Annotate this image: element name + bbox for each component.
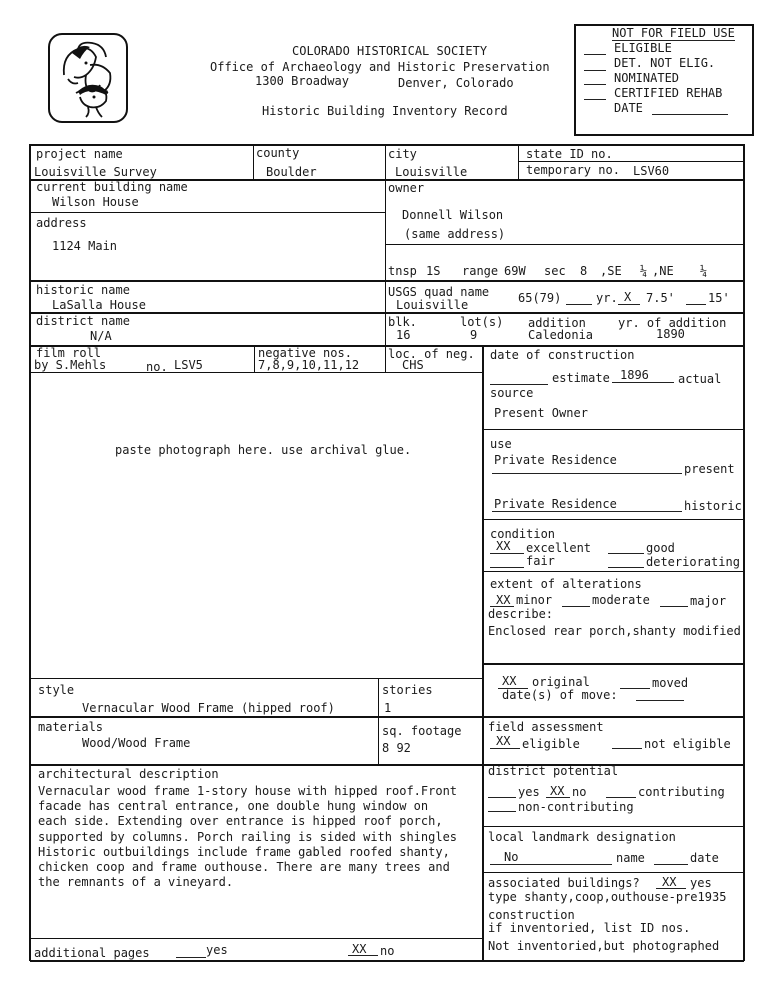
landmark-label: local landmark designation xyxy=(488,830,676,844)
office-use-date: DATE xyxy=(614,101,643,115)
addition-label: addition xyxy=(528,316,586,330)
field-not-eligible: not eligible xyxy=(644,737,731,751)
field-eligible: eligible xyxy=(522,737,580,751)
film-roll-no-label: no. xyxy=(146,360,168,374)
sec-label: sec xyxy=(544,264,566,278)
county-value: Boulder xyxy=(266,165,317,179)
landmark-name-label: name xyxy=(616,851,645,865)
quarter-1-fraction: ¼ xyxy=(640,264,648,278)
photograph-area xyxy=(31,373,481,677)
negative-nos-value: 7,8,9,10,11,12 xyxy=(258,358,360,372)
alterations-moderate: moderate xyxy=(592,593,650,607)
materials-label: materials xyxy=(38,720,104,734)
condition-good: good xyxy=(646,541,675,555)
sec-value: 8 xyxy=(580,264,588,278)
landmark-value: No xyxy=(504,850,519,864)
film-roll-label: film roll xyxy=(36,346,102,360)
style-label: style xyxy=(38,683,75,697)
arch-description-line: the remnants of a vineyard. xyxy=(38,875,234,889)
alterations-mark: XX xyxy=(496,593,511,607)
lot-value: 9 xyxy=(470,328,478,342)
move-dates-label: date(s) of move: xyxy=(502,688,618,702)
arch-description-line: supported by columns. Porch railing is sided with shingles xyxy=(38,830,458,844)
usgs-value: Louisville xyxy=(396,298,469,312)
owner-address: (same address) xyxy=(404,227,506,241)
building-name-label: current building name xyxy=(36,180,188,194)
condition-mark: XX xyxy=(496,539,511,553)
district-no: no xyxy=(572,785,587,799)
district-yes: yes xyxy=(518,785,540,799)
associated-inventory-label: if inventoried, list ID nos. xyxy=(488,921,691,935)
address-value: 1124 Main xyxy=(52,239,118,253)
office-use-det-not-elig: DET. NOT ELIG. xyxy=(614,56,716,70)
society-logo xyxy=(48,33,128,123)
moved-original-mark: XX xyxy=(502,674,517,688)
form-title: Historic Building Inventory Record xyxy=(262,104,508,118)
source-value: Present Owner xyxy=(494,406,588,420)
temporary-no-value: LSV60 xyxy=(633,164,670,178)
additional-pages-no: no xyxy=(380,944,395,958)
additional-pages-label: additional pages xyxy=(34,946,150,960)
usgs-year: 65(79) xyxy=(518,291,562,305)
actual-label: actual xyxy=(678,372,722,386)
range-label: range xyxy=(462,264,499,278)
loc-of-neg-value: CHS xyxy=(402,358,424,372)
loc-of-neg-label: loc. of neg. xyxy=(388,347,475,361)
condition-fair: fair xyxy=(526,554,555,568)
arch-description-line: each side. Extending over entrance is hipped roof porch, xyxy=(38,814,443,828)
project-name-label: project name xyxy=(36,147,123,161)
blk-label: blk. xyxy=(388,315,417,329)
condition-excellent: excellent xyxy=(526,541,592,555)
associated-type: type shanty,coop,outhouse-pre1935 xyxy=(488,890,727,904)
condition-deteriorating: deteriorating xyxy=(646,555,740,569)
materials-value: Wood/Wood Frame xyxy=(82,736,191,750)
usgs-yr-label: yr. xyxy=(596,291,618,305)
owner-name: Donnell Wilson xyxy=(402,208,504,222)
range-value: 69W xyxy=(504,264,526,278)
owner-label: owner xyxy=(388,181,425,195)
use-present-value: Private Residence xyxy=(494,453,617,467)
arch-description-line: chicken coop and frame outhouse. There are many trees and xyxy=(38,860,450,874)
condition-label: condition xyxy=(490,527,556,541)
state-id-label: state ID no. xyxy=(526,147,613,161)
building-name-value: Wilson House xyxy=(52,195,139,209)
style-value: Vernacular Wood Frame (hipped roof) xyxy=(82,701,335,715)
estimate-label: estimate xyxy=(552,371,610,385)
use-historic-label: historic xyxy=(684,499,742,513)
usgs-label: USGS quad name xyxy=(388,285,490,299)
office-use-eligible: ELIGIBLE xyxy=(614,41,672,55)
county-label: county xyxy=(256,146,300,160)
addition-value: Caledonia xyxy=(528,328,594,342)
city-state: Denver, Colorado xyxy=(398,76,514,90)
moved-original-label: original xyxy=(532,675,590,689)
arch-description-label: architectural description xyxy=(38,767,219,781)
temporary-no-label: temporary no. xyxy=(526,163,620,177)
district-contributing: contributing xyxy=(638,785,725,799)
associated-mark: XX xyxy=(662,875,677,889)
associated-yes: yes xyxy=(690,876,712,890)
quarter-2-label: ,NE xyxy=(652,264,674,278)
pioneer-figures-icon xyxy=(50,35,126,121)
city-label: city xyxy=(388,147,417,161)
negative-nos-label: negative nos. xyxy=(258,346,352,360)
alterations-describe-label: describe: xyxy=(488,607,554,621)
address-label: address xyxy=(36,216,87,230)
arch-description-line: Historic outbuildings include frame gabled roofed shanty, xyxy=(38,845,450,859)
film-roll-no-value: LSV5 xyxy=(174,358,203,372)
office-use-certified-rehab: CERTIFIED REHAB xyxy=(614,86,723,100)
associated-label: associated buildings? xyxy=(488,876,640,890)
arch-description-line: Vernacular wood frame 1-story house with hipped roof.Front xyxy=(38,784,458,798)
alterations-description: Enclosed rear porch,shanty modified xyxy=(488,624,741,638)
historic-name-value: LaSalla House xyxy=(52,298,146,312)
city-value: Louisville xyxy=(395,165,468,179)
lot-label: lot(s) xyxy=(460,315,504,329)
stories-label: stories xyxy=(382,683,433,697)
use-historic-value: Private Residence xyxy=(494,497,617,511)
district-name-label: district name xyxy=(36,314,130,328)
landmark-date-label: date xyxy=(690,851,719,865)
usgs-scale-7-5: 7.5' xyxy=(646,291,675,305)
district-non-contributing: non-contributing xyxy=(518,800,634,814)
source-label: source xyxy=(490,386,534,400)
use-present-label: present xyxy=(684,462,735,476)
alterations-label: extent of alterations xyxy=(490,577,642,591)
alterations-major: major xyxy=(690,594,727,608)
district-name-value: N/A xyxy=(90,329,112,343)
film-roll-by: by S.Mehls xyxy=(34,358,107,372)
office-name: Office of Archaeology and Historic Preservation xyxy=(210,60,550,74)
additional-pages-mark: XX xyxy=(352,942,367,956)
use-label: use xyxy=(490,437,512,451)
photograph-instruction: paste photograph here. use archival glue. xyxy=(115,443,412,457)
year-of-addition-label: yr. of addition xyxy=(618,316,727,330)
associated-note: Not inventoried,but photographed xyxy=(488,939,720,953)
street-address: 1300 Broadway xyxy=(255,74,349,88)
office-use-nominated: NOMINATED xyxy=(614,71,680,85)
stories-value: 1 xyxy=(384,701,392,715)
usgs-scale-mark: X xyxy=(624,290,632,304)
historic-name-label: historic name xyxy=(36,283,130,297)
district-mark: XX xyxy=(550,784,565,798)
sq-footage-label: sq. footage xyxy=(382,724,462,738)
project-name-value: Louisville Survey xyxy=(34,165,157,179)
tnsp-value: 1S xyxy=(426,264,441,278)
office-use-title: NOT FOR FIELD USE xyxy=(612,26,735,40)
quarter-2-fraction: ¼ xyxy=(700,264,708,278)
construction-year: 1896 xyxy=(620,368,649,382)
construction-label: date of construction xyxy=(490,348,635,362)
blk-value: 16 xyxy=(396,328,411,342)
arch-description-line: facade has central entrance, one double hung window on xyxy=(38,799,429,813)
quarter-1-label: ,SE xyxy=(600,264,622,278)
field-assessment-mark: XX xyxy=(496,734,511,748)
alterations-minor: minor xyxy=(516,593,553,607)
field-assessment-label: field assessment xyxy=(488,720,604,734)
moved-label: moved xyxy=(652,676,689,690)
additional-pages-yes: yes xyxy=(206,943,228,957)
associated-construction-label: construction xyxy=(488,908,575,922)
tnsp-label: tnsp xyxy=(388,264,417,278)
sq-footage-value: 8 92 xyxy=(382,741,411,755)
society-name: COLORADO HISTORICAL SOCIETY xyxy=(292,44,488,58)
year-of-addition-value: 1890 xyxy=(656,327,685,341)
district-potential-label: district potential xyxy=(488,764,619,778)
usgs-scale-15: 15' xyxy=(708,291,730,305)
